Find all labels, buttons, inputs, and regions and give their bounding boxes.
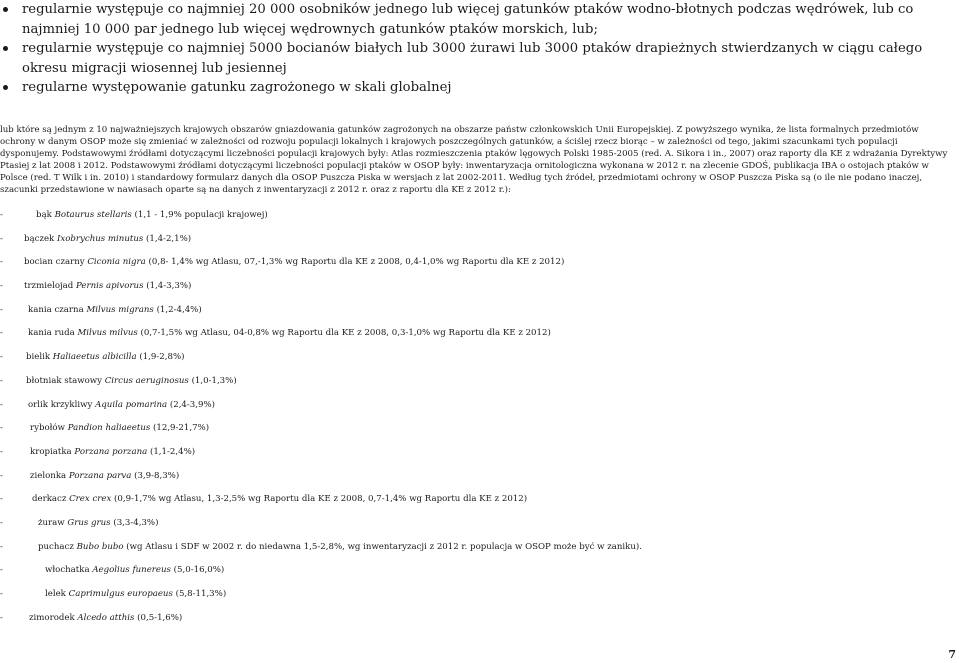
species-population-info: (1,4-3,3%) <box>146 281 192 292</box>
species-latin-name: Caprimulgus europaeus <box>68 589 173 599</box>
species-common-name: kania ruda <box>28 328 75 339</box>
species-item <box>0 376 642 400</box>
species-common-name: kania czarna <box>28 304 84 315</box>
list-dash: - <box>0 233 3 244</box>
species-latin-name: Milvus milvus <box>77 328 138 339</box>
list-dash: - <box>0 328 3 339</box>
species-latin-name: Grus grus <box>67 517 111 528</box>
species-latin-name: Bubo bubo <box>76 541 124 552</box>
list-dash: - <box>0 541 3 552</box>
list-dash: - <box>0 304 3 315</box>
list-dash: - <box>0 375 3 386</box>
species-latin-name: Crex crex <box>69 494 112 505</box>
list-dash: - <box>0 589 3 599</box>
bullet-text: regularnie występuje co najmniej 20 000 osobników jednego lub więcej gatunków ptaków wodno-błotnych podczas wędrówek, lub co najmniej 10 000 par jednego lub więcej wędrownych gatunków ptaków morskich, lub; <box>22 2 914 37</box>
species-common-name: zielonka <box>30 470 67 481</box>
species-common-name: włochatka <box>45 565 90 576</box>
species-population-info: (5,8-11,3%) <box>175 589 227 599</box>
list-dash: - <box>0 565 3 576</box>
bullet-text: regularne występowanie gatunku zagrożonego w skali globalnej <box>22 80 452 95</box>
species-common-name: bączek <box>24 233 55 244</box>
bullet-dot-icon <box>3 46 8 51</box>
species-common-name: rybołów <box>30 423 65 434</box>
species-common-name: żuraw <box>38 517 65 528</box>
species-item <box>0 423 642 447</box>
species-common-name: lelek <box>45 589 66 599</box>
species-item <box>0 305 642 329</box>
species-common-name: błotniak stawowy <box>26 375 102 386</box>
species-latin-name: Pernis apivorus <box>76 281 144 292</box>
species-item <box>0 471 642 495</box>
species-item <box>0 234 642 258</box>
species-item <box>0 518 642 542</box>
species-item <box>0 542 642 566</box>
bullet-item <box>0 39 940 78</box>
species-item <box>0 613 642 637</box>
bullet-item <box>0 0 940 39</box>
list-dash: - <box>0 352 3 363</box>
species-population-info: (12,9-21,7%) <box>153 423 210 434</box>
list-dash: - <box>0 399 3 410</box>
bullet-text: regularnie występuje co najmniej 5000 bocianów białych lub 3000 żurawi lub 3000 ptaków drapieżnych stwierdzanych w ciągu całego okresu migracji wiosennej lub jesiennej <box>22 41 923 76</box>
species-population-info: (1,4-2,1%) <box>146 233 192 244</box>
species-latin-name: Haliaeetus albicilla <box>52 352 137 363</box>
species-common-name: derkacz <box>32 494 67 505</box>
species-population-info: (5,0-16,0%) <box>173 565 225 576</box>
species-common-name: kropiatka <box>30 446 72 457</box>
species-item <box>0 281 642 305</box>
species-latin-name: Aegolius funereus <box>92 565 171 576</box>
species-population-info: (1,9-2,8%) <box>139 352 185 363</box>
species-common-name: orlik krzykliwy <box>28 399 93 410</box>
species-latin-name: Botaurus stellaris <box>54 210 132 220</box>
species-population-info: (2,4-3,9%) <box>169 399 215 410</box>
species-common-name: zimorodek <box>29 612 75 623</box>
list-dash: - <box>0 446 3 457</box>
species-population-info: (0,8- 1,4% wg Atlasu, 07,-1,3% wg Raportu dla KE z 2008, 0,4-1,0% wg Raportu dla KE z 2012) <box>148 257 565 268</box>
species-common-name: bąk <box>36 210 52 220</box>
species-item <box>0 565 642 589</box>
species-latin-name: Milvus migrans <box>86 304 154 315</box>
species-common-name: bocian czarny <box>24 257 85 268</box>
species-common-name: bielik <box>26 352 51 363</box>
species-common-name: puchacz <box>38 541 74 552</box>
species-latin-name: Ixobrychus minutus <box>57 233 144 244</box>
species-item <box>0 328 642 352</box>
list-dash: - <box>0 423 3 434</box>
species-common-name: trzmielojad <box>24 281 74 292</box>
species-latin-name: Pandion haliaeetus <box>67 423 151 434</box>
species-item <box>0 210 642 234</box>
list-dash: - <box>0 494 3 505</box>
species-item <box>0 494 642 518</box>
species-item <box>0 352 642 376</box>
species-latin-name: Ciconia nigra <box>87 257 146 268</box>
species-population-info: (1,1-2,4%) <box>149 446 196 457</box>
species-population-info: (wg Atlasu i SDF w 2002 r. do niedawna 1,5-2,8%, wg inwentaryzacji z 2012 r. populacja w OSOP może być w zaniku). <box>126 541 642 552</box>
species-item <box>0 447 642 471</box>
body-paragraph: lub które są jednym z 10 najważniejszych krajowych obszarów gniazdowania gatunków zagrożonych na obszarze państw członkowskich Unii Europejskiej. Z powyższego wynika, że lista formalnych przedmiotów ochrony w danym OSOP może się zmieniać w zależności od rozwoju populacji lokalnych i krajowych poszczególnych gatunków, a ściślej rzecz biorąc – w zależności od tego, jakimi szacunkami tych populacji dysponujemy. Podstawowymi źródłami dotyczącymi liczebności populacji krajowych były: Atlas rozmieszczenia ptaków lęgowych Polski 1985-2005 (red. A. Sikora i in., 2007) oraz raporty dla KE z wdrażania Dyrektywy Ptasiej z lat 2008 i 2012. Podstawowymi źródłami dotyczącymi liczebności populacji ptaków w OSOP były: inwentaryzacja ornitologiczna wykonana w 2012 r. na zlecenie GDOŚ, publikacja IBA o ostojach ptaków w Polsce (red. T Wilk i in. 2010) i standardowy formularz danych dla OSOP Puszcza Piska w wersjach z lat 2002-2011. Według tych źródeł, przedmiotami ochrony w OSOP Puszcza Piska są (o ile nie podano inaczej, szacunki przedstawione w nawiasach oparte są na danych z inwentaryzacji z 2012 r. oraz z raportu dla KE z 2012 r.): <box>0 125 948 195</box>
page-number: 7 <box>948 648 956 661</box>
species-latin-name: Circus aeruginosus <box>104 375 189 386</box>
species-population-info: (1,0-1,3%) <box>191 375 237 386</box>
species-population-info: (0,5-1,6%) <box>137 612 183 623</box>
species-latin-name: Porzana porzana <box>74 446 148 457</box>
list-dash: - <box>0 470 3 481</box>
species-latin-name: Alcedo atthis <box>77 612 135 623</box>
species-item <box>0 257 642 281</box>
criteria-bullet-list <box>0 0 940 98</box>
bullet-dot-icon <box>3 85 8 90</box>
species-population-info: (3,3-4,3%) <box>113 517 159 528</box>
list-dash: - <box>0 210 3 220</box>
bullet-item <box>0 78 940 98</box>
species-latin-name: Aquila pomarina <box>95 399 168 410</box>
species-population-info: (0,9-1,7% wg Atlasu, 1,3-2,5% wg Raportu dla KE z 2008, 0,7-1,4% wg Raportu dla KE z 2012) <box>114 494 528 505</box>
species-population-info: (0,7-1,5% wg Atlasu, 04-0,8% wg Raportu dla KE z 2008, 0,3-1,0% wg Raportu dla KE z 2012) <box>140 328 551 339</box>
species-population-info: (3,9-8,3%) <box>134 470 180 481</box>
species-population-info: (1,2-4,4%) <box>156 304 202 315</box>
species-latin-name: Porzana parva <box>68 470 132 481</box>
species-population-info: (1,1 - 1,9% populacji krajowej) <box>134 210 268 220</box>
species-item <box>0 589 642 613</box>
bullet-dot-icon <box>3 7 8 12</box>
species-list <box>0 210 642 636</box>
list-dash: - <box>0 281 3 292</box>
list-dash: - <box>0 257 3 268</box>
list-dash: - <box>0 612 3 623</box>
list-dash: - <box>0 517 3 528</box>
species-item <box>0 400 642 424</box>
